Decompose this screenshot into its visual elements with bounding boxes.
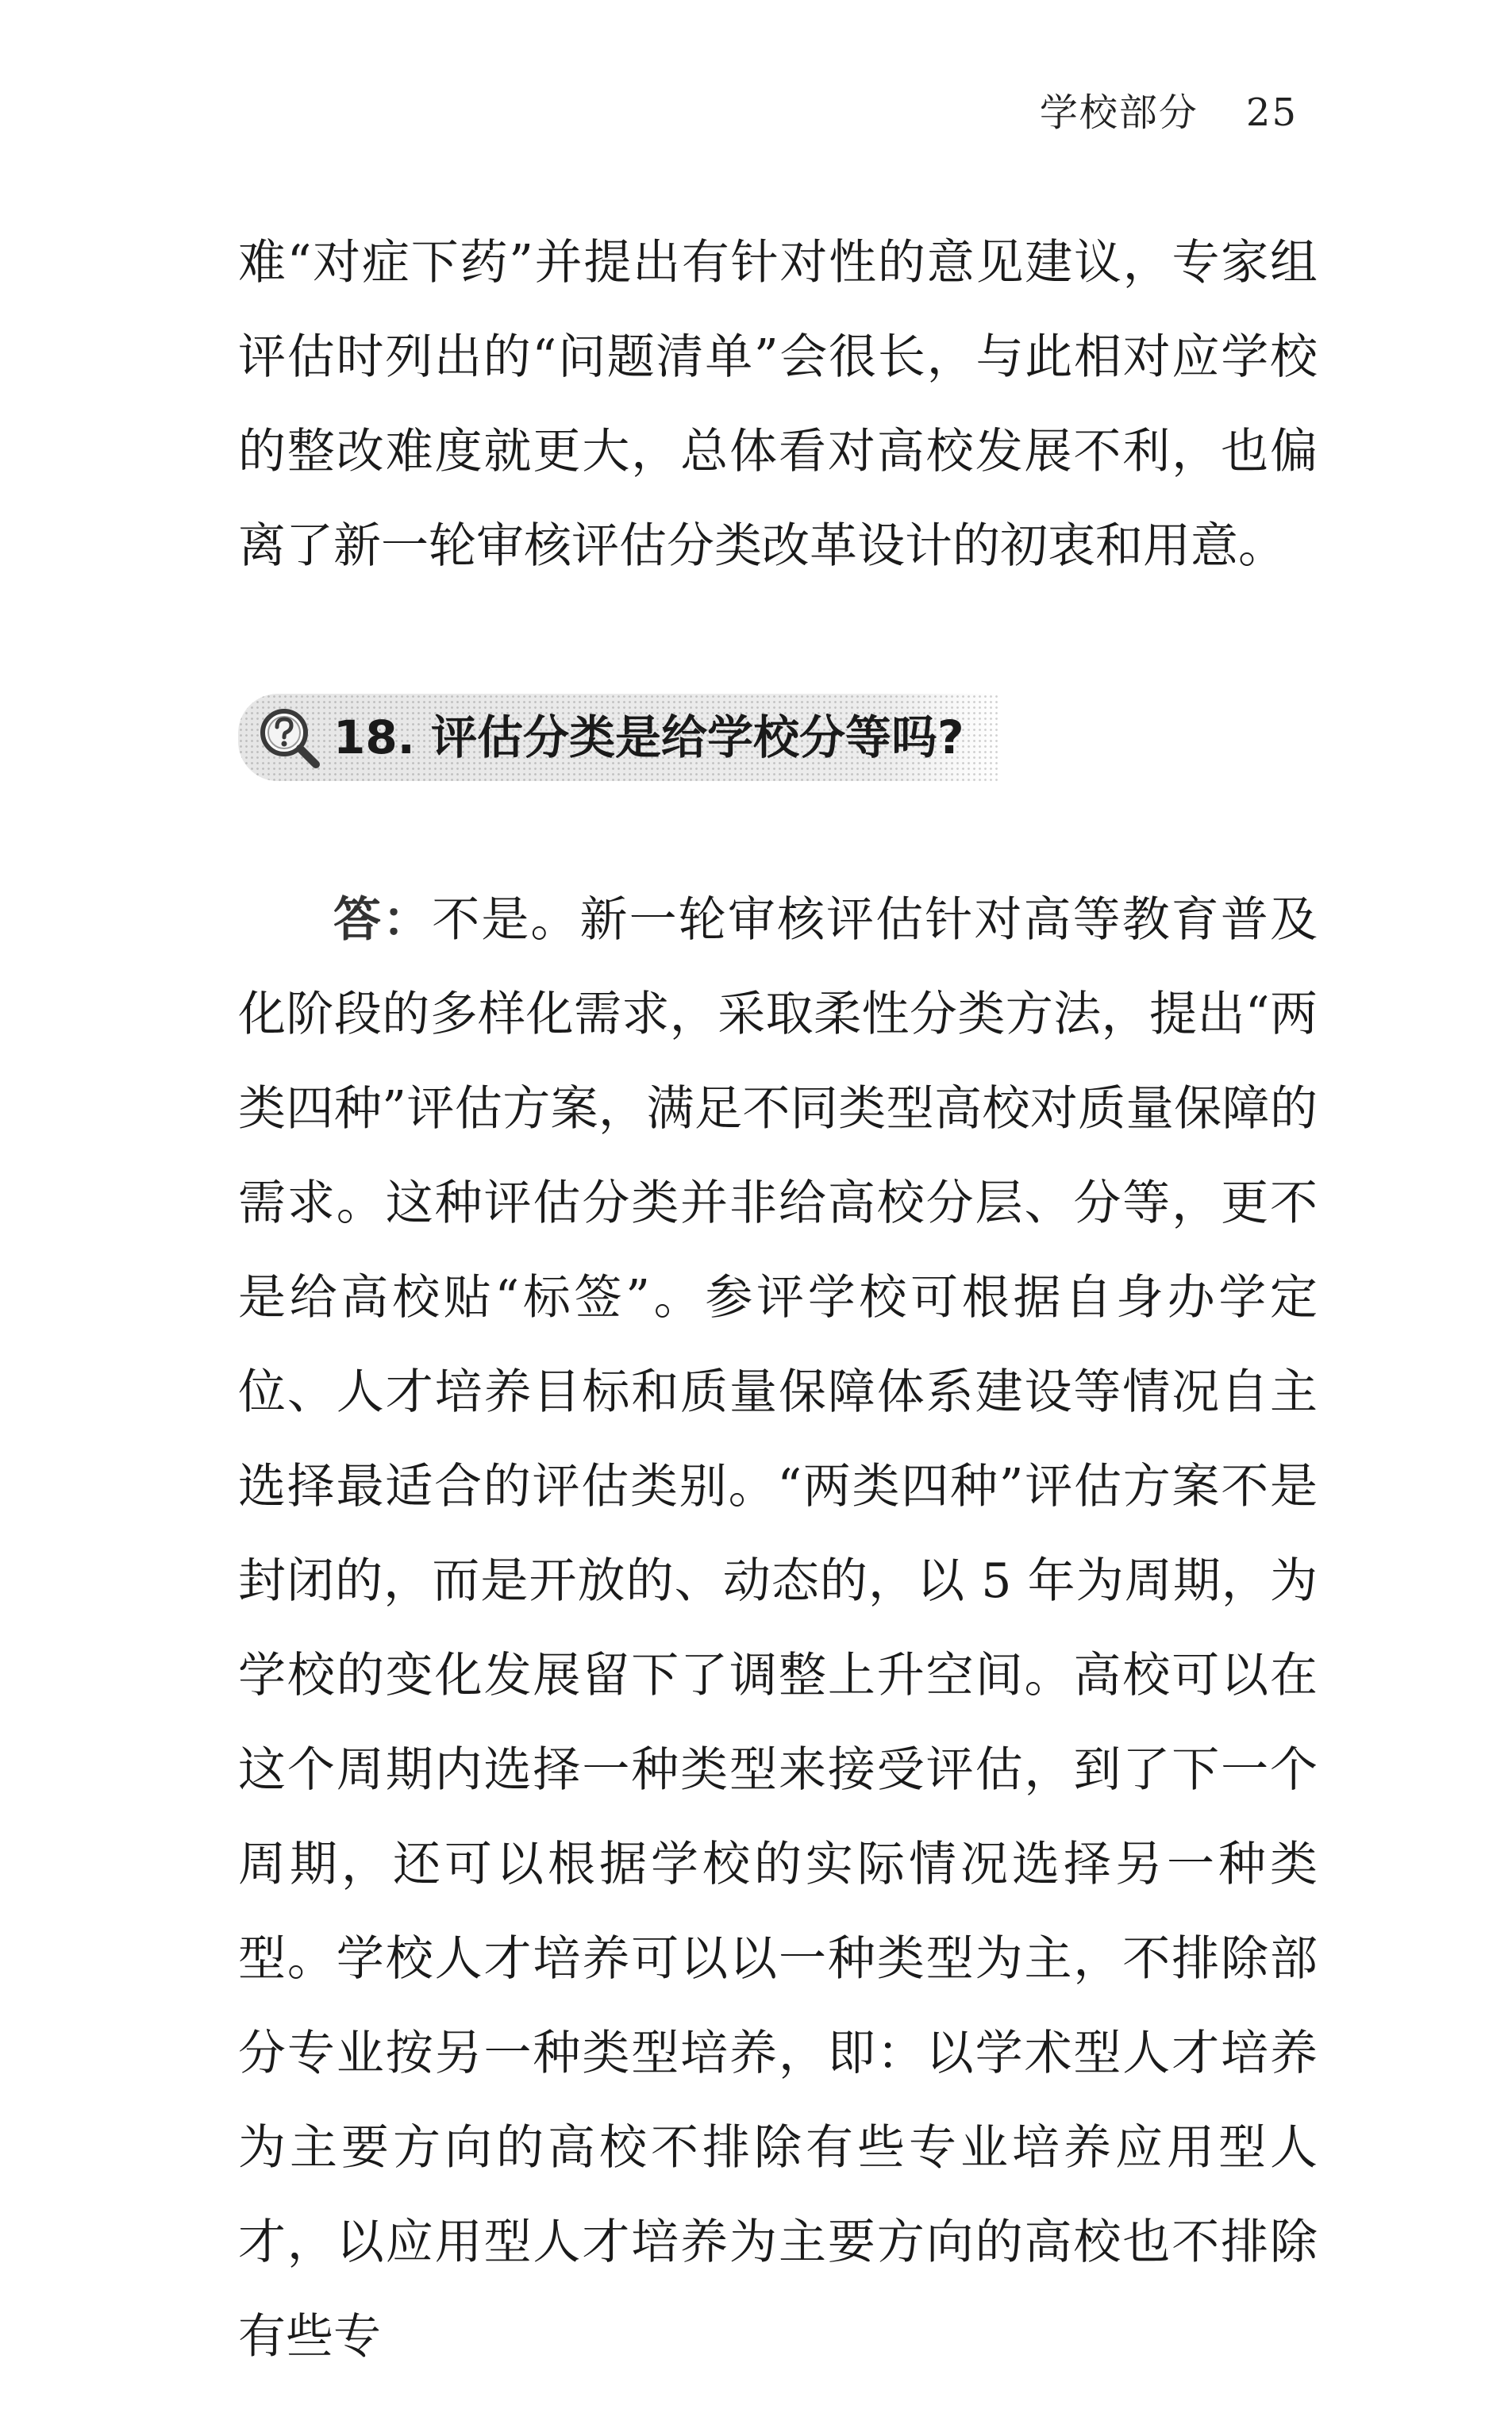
question-magnifier-icon (256, 704, 322, 771)
page-number: 25 (1245, 90, 1298, 135)
answer-label: 答： (333, 892, 433, 948)
running-head (1040, 89, 1298, 137)
question-heading (238, 694, 1000, 781)
question-title: 18. 评估分类是给学校分等吗? (333, 710, 964, 764)
answer-text: 不是。新一轮审核评估针对高等教育普及化阶段的多样化需求，采取柔性分类方法，提出“两类四种”评估方案，满足不同类型高校对质量保障的需求。这种评估分类并非给高校分层、分等，更不是给高校贴“标签”。参评学校可根据自身办学定位、人才培养目标和质量保障体系建设等情况自主选择最适合的评估类别。“两类四种”评估方案不是封闭的，而是开放的、动态的，以 5 年为周期，为学校的变化发展留下了调整上升空间。高校可以在这个周期内选择一种类型来接受评估，到了下一个周期，还可以根据学校的实际情况选择另一种类型。学校人才培养可以以一种类型为主，不排除部分专业按另一种类型培养，即：以学术型人才培养为主要方向的高校不排除有些专业培养应用型人才，以应用型人才培养为主要方向的高校也不排除有些专 (238, 892, 1318, 2365)
answer-paragraph (238, 873, 1318, 2384)
running-head-section: 学校部分 (1039, 90, 1198, 135)
paragraph-continued: 难“对症下药”并提出有针对性的意见建议，专家组评估时列出的“问题清单”会很长，与此相对应学校的整改难度就更大，总体看对高校发展不利，也偏离了新一轮审核评估分类改革设计的初衷和用意。 (238, 235, 1318, 574)
